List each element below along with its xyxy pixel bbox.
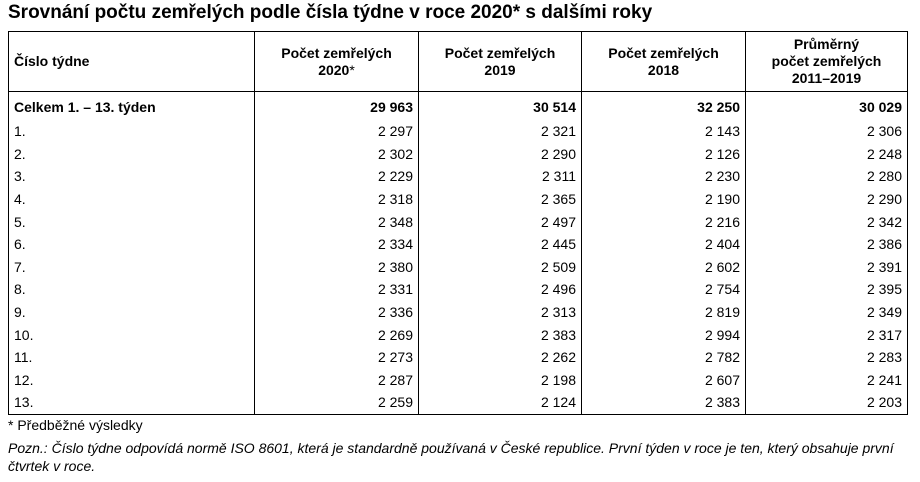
cell-week-label: 5. bbox=[9, 210, 255, 233]
cell-deaths-2020: 2 348 bbox=[255, 210, 419, 233]
deaths-table bbox=[8, 31, 908, 415]
cell-deaths-2019: 2 124 bbox=[419, 391, 582, 414]
table-row bbox=[9, 346, 908, 369]
table-row bbox=[9, 323, 908, 346]
cell-deaths-average: 2 241 bbox=[746, 369, 908, 392]
cell-deaths-2020: 2 336 bbox=[255, 301, 419, 324]
cell-total-2020: 29 963 bbox=[255, 92, 419, 121]
cell-deaths-2019: 2 365 bbox=[419, 188, 582, 211]
table-header-row bbox=[9, 32, 908, 92]
table-row bbox=[9, 233, 908, 256]
cell-deaths-2019: 2 262 bbox=[419, 346, 582, 369]
table-row bbox=[9, 210, 908, 233]
cell-deaths-2018: 2 404 bbox=[582, 233, 746, 256]
cell-total-2018: 32 250 bbox=[582, 92, 746, 121]
cell-deaths-2018: 2 143 bbox=[582, 120, 746, 143]
header-deaths-2018-line1: Počet zemřelých bbox=[608, 44, 719, 61]
page-title: Srovnání počtu zemřelých podle čísla týdne v roce 2020* s dalšími roky bbox=[8, 2, 653, 23]
cell-week-label: 4. bbox=[9, 188, 255, 211]
cell-week-label: 13. bbox=[9, 391, 255, 414]
cell-deaths-2019: 2 290 bbox=[419, 143, 582, 166]
cell-deaths-average: 2 342 bbox=[746, 210, 908, 233]
cell-deaths-2018: 2 126 bbox=[582, 143, 746, 166]
header-deaths-2020-line2: 2020 bbox=[318, 61, 350, 78]
table-row bbox=[9, 278, 908, 301]
cell-deaths-2019: 2 383 bbox=[419, 323, 582, 346]
cell-week-label: 9. bbox=[9, 301, 255, 324]
header-deaths-2019-line1: Počet zemřelých bbox=[444, 44, 556, 61]
cell-deaths-2018: 2 190 bbox=[582, 188, 746, 211]
cell-total-average: 30 029 bbox=[746, 92, 908, 121]
table-row-total bbox=[9, 92, 908, 121]
cell-deaths-2018: 2 602 bbox=[582, 256, 746, 279]
table-row bbox=[9, 301, 908, 324]
cell-deaths-2019: 2 313 bbox=[419, 301, 582, 324]
header-average-line1: Průměrný bbox=[793, 36, 860, 52]
table-row bbox=[9, 165, 908, 188]
cell-deaths-2020: 2 297 bbox=[255, 120, 419, 143]
header-deaths-2018 bbox=[582, 32, 746, 92]
cell-deaths-2019: 2 497 bbox=[419, 210, 582, 233]
cell-deaths-average: 2 317 bbox=[746, 323, 908, 346]
header-average-deaths bbox=[746, 32, 908, 92]
cell-week-label: 12. bbox=[9, 369, 255, 392]
cell-deaths-2020: 2 334 bbox=[255, 233, 419, 256]
header-week-number bbox=[9, 32, 255, 92]
cell-deaths-2018: 2 994 bbox=[582, 323, 746, 346]
cell-deaths-2019: 2 496 bbox=[419, 278, 582, 301]
cell-deaths-2020: 2 259 bbox=[255, 391, 419, 414]
header-average-line3: 2011–2019 bbox=[791, 70, 862, 86]
table-row bbox=[9, 391, 908, 414]
cell-week-label: 6. bbox=[9, 233, 255, 256]
cell-deaths-average: 2 203 bbox=[746, 391, 908, 414]
cell-deaths-2020: 2 318 bbox=[255, 188, 419, 211]
cell-deaths-2019: 2 198 bbox=[419, 369, 582, 392]
cell-deaths-average: 2 391 bbox=[746, 256, 908, 279]
table-row bbox=[9, 143, 908, 166]
cell-deaths-2020: 2 331 bbox=[255, 278, 419, 301]
cell-week-label: 8. bbox=[9, 278, 255, 301]
cell-deaths-2020: 2 380 bbox=[255, 256, 419, 279]
cell-deaths-2018: 2 782 bbox=[582, 346, 746, 369]
cell-deaths-2018: 2 607 bbox=[582, 369, 746, 392]
footnote-preliminary: * Předběžné výsledky bbox=[8, 417, 143, 433]
cell-deaths-2020: 2 269 bbox=[255, 323, 419, 346]
cell-week-label: 3. bbox=[9, 165, 255, 188]
cell-deaths-average: 2 248 bbox=[746, 143, 908, 166]
cell-deaths-2020: 2 273 bbox=[255, 346, 419, 369]
cell-deaths-2018: 2 230 bbox=[582, 165, 746, 188]
cell-deaths-average: 2 290 bbox=[746, 188, 908, 211]
header-deaths-2020-asterisk: * bbox=[349, 61, 355, 78]
cell-week-label: 11. bbox=[9, 346, 255, 369]
cell-deaths-2018: 2 216 bbox=[582, 210, 746, 233]
header-average-line2: počet zemřelých bbox=[771, 53, 882, 69]
footnote-remark: Pozn.: Číslo týdne odpovídá normě ISO 8601, která je standardně používaná v České republice. První týden v roce je ten, který obsahuje první čtvrtek v roce. bbox=[8, 440, 894, 474]
cell-week-label: 10. bbox=[9, 323, 255, 346]
cell-deaths-average: 2 306 bbox=[746, 120, 908, 143]
header-week-number-text: Číslo týdne bbox=[14, 53, 90, 69]
table-row bbox=[9, 369, 908, 392]
header-deaths-2020-line1: Počet zemřelých bbox=[281, 44, 392, 61]
cell-deaths-average: 2 386 bbox=[746, 233, 908, 256]
header-deaths-2019 bbox=[419, 32, 582, 92]
cell-deaths-2020: 2 302 bbox=[255, 143, 419, 166]
cell-deaths-2019: 2 445 bbox=[419, 233, 582, 256]
table-row bbox=[9, 188, 908, 211]
cell-deaths-2020: 2 287 bbox=[255, 369, 419, 392]
table-row bbox=[9, 256, 908, 279]
cell-deaths-average: 2 349 bbox=[746, 301, 908, 324]
cell-total-2019: 30 514 bbox=[419, 92, 582, 121]
cell-deaths-2020: 2 229 bbox=[255, 165, 419, 188]
cell-deaths-average: 2 283 bbox=[746, 346, 908, 369]
header-deaths-2020 bbox=[255, 32, 419, 92]
header-deaths-2019-line2: 2019 bbox=[484, 61, 516, 78]
cell-week-label: 1. bbox=[9, 120, 255, 143]
cell-deaths-2018: 2 819 bbox=[582, 301, 746, 324]
table-row bbox=[9, 120, 908, 143]
cell-deaths-2018: 2 383 bbox=[582, 391, 746, 414]
header-deaths-2018-line2: 2018 bbox=[647, 61, 680, 78]
cell-deaths-2019: 2 321 bbox=[419, 120, 582, 143]
cell-week-label: 7. bbox=[9, 256, 255, 279]
cell-deaths-2018: 2 754 bbox=[582, 278, 746, 301]
cell-deaths-2019: 2 311 bbox=[419, 165, 582, 188]
cell-week-label: 2. bbox=[9, 143, 255, 166]
cell-deaths-average: 2 395 bbox=[746, 278, 908, 301]
cell-total-label: Celkem 1. – 13. týden bbox=[9, 92, 255, 121]
cell-deaths-2019: 2 509 bbox=[419, 256, 582, 279]
cell-deaths-average: 2 280 bbox=[746, 165, 908, 188]
